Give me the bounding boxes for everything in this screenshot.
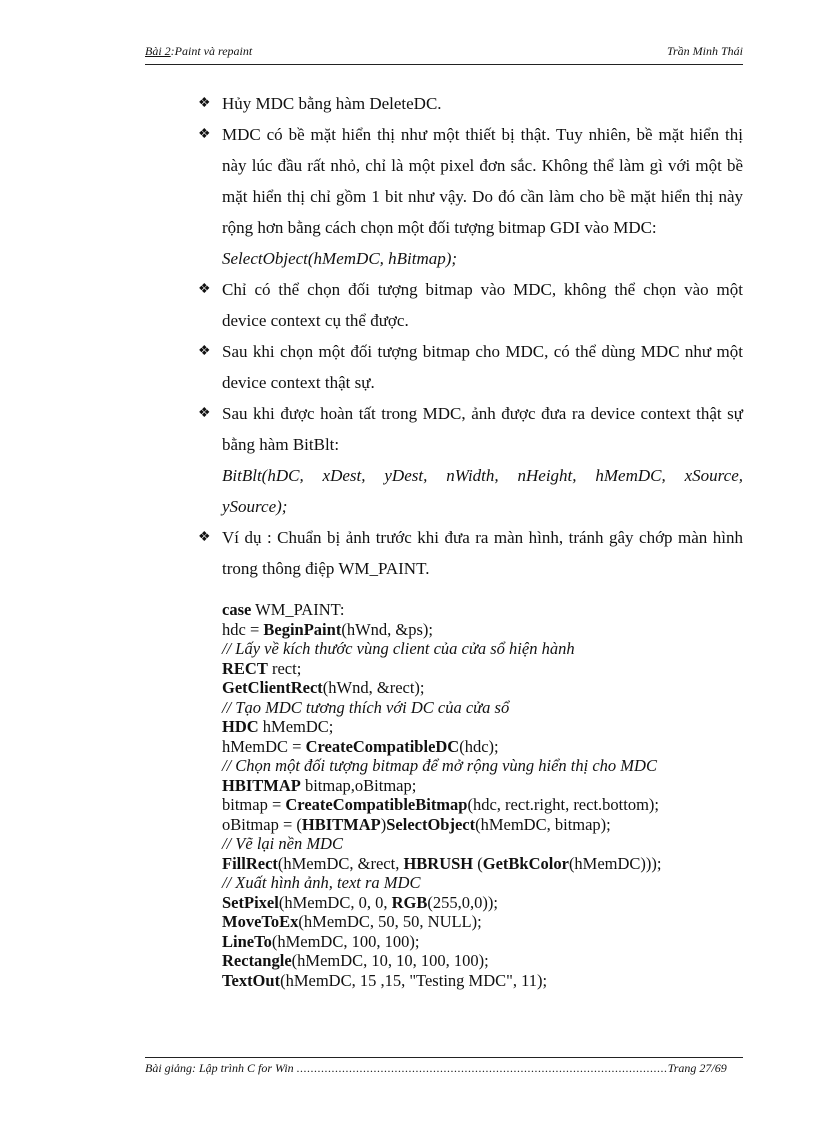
code-text: (hWnd, &rect);	[322, 678, 425, 697]
code-text: hMemDC =	[222, 736, 306, 756]
code-text: WM_PAINT:	[251, 600, 345, 619]
diamond-bullet-icon: ❖	[198, 96, 211, 111]
bullet-text: Ví dụ : Chuẩn bị ảnh trước khi đưa ra màn hình, tránh gây chớp màn hình trong thông điệp WM_PAINT.	[222, 528, 743, 578]
code-text: hMemDC;	[258, 717, 334, 736]
code-line	[222, 893, 742, 913]
code-block	[222, 600, 742, 990]
page-body	[198, 88, 743, 584]
code-text: (255,0,0));	[427, 892, 498, 912]
code-text: oBitmap = (	[222, 814, 302, 834]
code-comment: // Chọn một đối tượng bitmap để mở rộng vùng hiển thị cho MDC	[222, 756, 657, 775]
code-text: (hMemDC, 0, 0,	[278, 892, 392, 912]
bullet-text: Hủy MDC bằng hàm DeleteDC.	[222, 94, 442, 113]
code-keyword: Rectangle	[222, 951, 292, 970]
code-line	[222, 620, 742, 640]
code-keyword: CreateCompatibleDC	[305, 736, 460, 756]
code-text: hdc =	[222, 619, 264, 639]
code-line	[222, 815, 742, 835]
diamond-bullet-icon: ❖	[198, 282, 211, 297]
code-keyword: HBRUSH	[403, 853, 474, 873]
header-lesson-title: :Paint và repaint	[170, 44, 253, 58]
diamond-bullet-icon: ❖	[198, 406, 211, 421]
code-keyword: MoveToEx	[222, 912, 299, 931]
code-keyword: HDC	[222, 717, 259, 736]
code-text: (hdc);	[459, 736, 499, 756]
code-line	[222, 912, 742, 932]
bullet-item	[198, 336, 743, 398]
code-line	[222, 776, 742, 796]
code-keyword: GetBkColor	[482, 853, 569, 873]
bullet-text: Sau khi được hoàn tất trong MDC, ảnh được đưa ra device context thật sự bằng hàm BitBlt:	[222, 404, 743, 454]
code-snippet: SelectObject(hMemDC, hBitmap);	[222, 249, 458, 268]
code-text: (hMemDC, bitmap);	[475, 814, 611, 834]
code-keyword: GetClientRect	[222, 678, 323, 697]
code-text: (hWnd, &ps);	[341, 619, 433, 639]
code-line	[222, 951, 742, 971]
page-number: Trang 27/69	[667, 1061, 727, 1075]
code-text: bitmap =	[222, 795, 286, 814]
code-keyword: CreateCompatibleBitmap	[285, 795, 468, 814]
code-line	[222, 795, 742, 815]
code-line	[222, 854, 742, 874]
footer-divider	[145, 1057, 743, 1058]
code-keyword: case	[222, 600, 252, 619]
code-comment: // Xuất hình ảnh, text ra MDC	[222, 873, 421, 892]
diamond-bullet-icon: ❖	[198, 344, 211, 359]
code-keyword: LineTo	[222, 931, 272, 951]
footer-course: Bài giảng: Lập trình C for Win	[145, 1061, 294, 1075]
page-footer	[145, 1061, 743, 1076]
code-line	[222, 932, 742, 952]
diamond-bullet-icon: ❖	[198, 530, 211, 545]
bullet-item	[198, 88, 743, 119]
header-lesson	[145, 44, 252, 59]
code-keyword: TextOut	[222, 970, 281, 990]
code-text: (hMemDC, 10, 10, 100, 100);	[291, 951, 489, 970]
code-line	[222, 971, 742, 991]
code-line	[222, 659, 742, 679]
header-author: Trần Minh Thái	[666, 44, 743, 58]
code-text: (hMemDC, 50, 50, NULL);	[298, 912, 482, 931]
code-text: )	[380, 814, 387, 834]
code-keyword: SelectObject	[386, 814, 476, 834]
code-snippet: ySource);	[222, 497, 288, 516]
code-line	[222, 678, 742, 698]
code-comment: // Lấy về kích thước vùng client của cửa sổ hiện hành	[222, 639, 575, 658]
code-text: (hdc, rect.right, rect.bottom);	[467, 795, 659, 814]
bullet-item	[198, 274, 743, 336]
bullet-text: Chỉ có thể chọn đối tượng bitmap vào MDC, không thể chọn vào một device context cụ thể được.	[222, 280, 743, 330]
code-text: (hMemDC, &rect,	[277, 853, 404, 873]
code-keyword: FillRect	[222, 853, 278, 873]
code-text: rect;	[267, 658, 302, 678]
code-snippet: BitBlt(hDC, xDest, yDest, nWidth, nHeight, hMemDC, xSource,	[222, 466, 743, 485]
header-divider	[145, 64, 743, 65]
code-line	[222, 717, 742, 737]
code-line	[222, 600, 742, 620]
code-text: bitmap,oBitmap;	[300, 775, 417, 795]
code-keyword: RECT	[222, 658, 268, 678]
page-header	[145, 44, 743, 62]
code-text: (hMemDC)));	[568, 853, 662, 873]
bullet-item	[198, 398, 743, 460]
bullet-text: MDC có bề mặt hiển thị như một thiết bị thật. Tuy nhiên, bề mặt hiển thị này lúc đầu rất nhỏ, chỉ là một pixel đơn sắc. Không thể làm gì với một bề mặt hiển thị chỉ gồm 1 bit như vậy. Do đó cần làm cho bề mặt hiển thị này rộng hơn bằng cách chọn một đối tượng bitmap GDI vào MDC:	[222, 125, 743, 237]
code-text: (hMemDC, 100, 100);	[271, 931, 420, 951]
code-comment: // Vẽ lại nền MDC	[222, 834, 343, 853]
code-keyword: RGB	[391, 892, 428, 912]
bullet-item	[198, 119, 743, 243]
header-lesson-ref: Bài 2	[145, 44, 171, 58]
code-keyword: SetPixel	[222, 892, 279, 912]
code-text: (hMemDC, 15 ,15, "Testing MDC", 11);	[280, 970, 548, 990]
code-line	[222, 737, 742, 757]
code-comment: // Tạo MDC tương thích với DC của cửa sổ	[222, 697, 510, 717]
code-keyword: HBITMAP	[222, 775, 301, 795]
code-text: (	[473, 853, 483, 873]
bullet-text: Sau khi chọn một đối tượng bitmap cho MDC, có thể dùng MDC như một device context thật sự.	[222, 342, 743, 392]
code-keyword: BeginPaint	[263, 619, 342, 639]
diamond-bullet-icon: ❖	[198, 127, 211, 142]
footer-leader-dots: ..........................................................................................................	[296, 1061, 668, 1075]
code-keyword: HBITMAP	[301, 814, 381, 834]
bullet-item	[198, 522, 743, 584]
